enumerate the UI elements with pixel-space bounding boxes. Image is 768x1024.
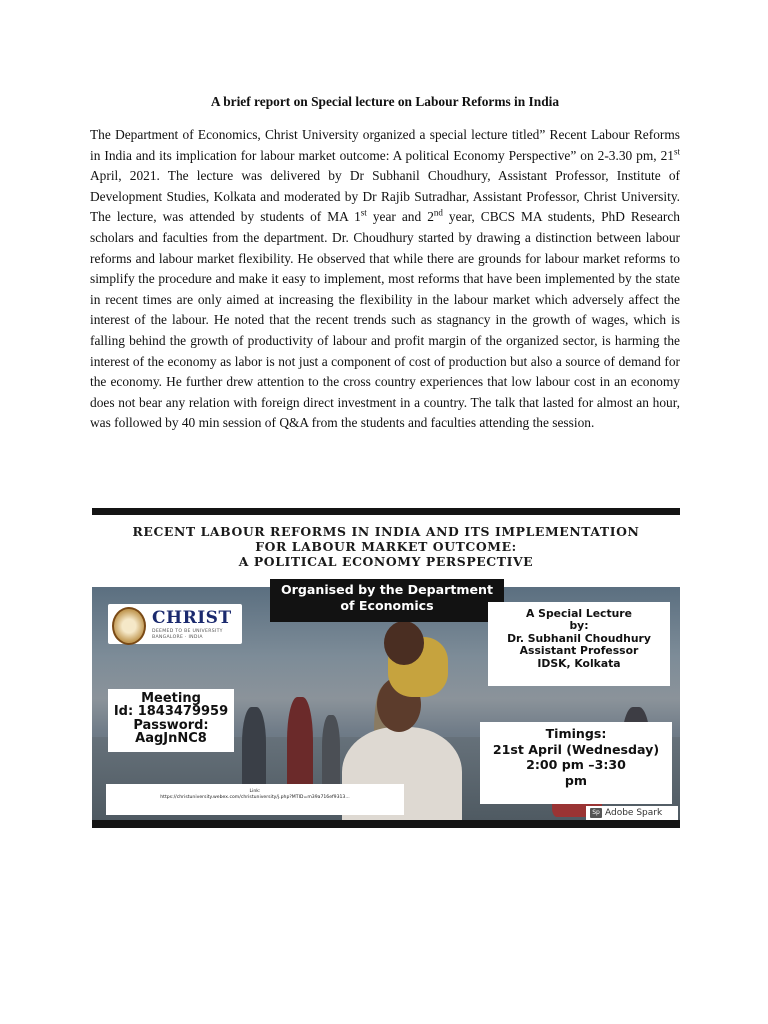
timings-time: 2:00 pm –3:30 xyxy=(526,757,626,773)
headline-line: RECENT LABOUR REFORMS IN INDIA AND ITS IMPLEMENTATION xyxy=(132,524,640,539)
meeting-line: Password: xyxy=(133,717,209,733)
meeting-link[interactable]: https://christuniversity.webex.com/christuniversity/j.php?MTID=m39a716ef9313... xyxy=(160,795,350,800)
university-seal-icon xyxy=(112,607,146,645)
ordinal-suffix: st xyxy=(360,207,367,218)
speaker-line: Dr. Subhanil Choudhury xyxy=(507,631,651,645)
speaker-line: A Special Lecture xyxy=(526,607,632,620)
organiser-banner xyxy=(270,579,504,622)
adobe-spark-icon: Sp xyxy=(590,808,602,818)
ordinal-suffix: nd xyxy=(433,207,443,218)
adobe-spark-badge xyxy=(586,806,678,820)
meeting-link-card xyxy=(106,784,404,815)
logo-subtitle-line: DEEMED TO BE UNIVERSITY xyxy=(152,629,223,634)
timings-date: 21st April (Wednesday) xyxy=(492,741,660,757)
speaker-line: by: xyxy=(569,619,589,633)
meeting-id: Id: 1843479959 xyxy=(113,704,229,720)
report-title: A brief report on Special lecture on Labour Reforms in India xyxy=(210,94,560,109)
speaker-line: Assistant Professor xyxy=(519,644,639,658)
report-text: year, CBCS MA students, PhD Research scholars and faculties from the department. Dr. Choudhury started by drawing a distinction between labour reforms and labour market flexibility. He observed that while there are grounds for labour market reforms to simplify the procedure and make it easy to implement, most reforms that have been implemented by the state in recent times are only aimed at increasing the flexibility in the labour market which adversely affect the interest of the labour. He noted that the recent trends such as stagnancy in the growth of wages, which is falling behind the growth of productivity of labour and profit margin of the organized sector, is harming the interest of the economy as labor is not just a component of cost of production but also a source of demand for the economy. He further drew attention to the cross country experiences that low labour cost in an economy does not bear any relation with foreign direct investment in a country. The talk that lasted for almost an hour, was followed by 40 min session of Q&A from the students and faculties attending the session. xyxy=(90,209,680,431)
headline-line: A POLITICAL ECONOMY PERSPECTIVE xyxy=(238,554,534,569)
link-label: Link: xyxy=(249,789,261,794)
poster-headline xyxy=(92,524,680,569)
meeting-line: Meeting xyxy=(141,691,201,706)
report-body xyxy=(90,125,680,434)
adobe-spark-label: Adobe Spark xyxy=(605,808,663,818)
report-text: April, 2021. The lecture was delivered by Dr Subhanil Choudhury, Assistant Professor, Institute of Development Studies, Kolkata and moderated by Dr Rajib Sutradhar, Assistant Professor, Christ University. The lecture, was attended by students of MA 1 xyxy=(90,168,680,225)
timings-card xyxy=(480,722,672,804)
logo-subtitle-line: BANGALORE · INDIA xyxy=(152,634,203,640)
ordinal-suffix: st xyxy=(673,146,680,157)
crowd-figure xyxy=(322,715,340,795)
meeting-card xyxy=(108,689,234,752)
timings-line: Timings: xyxy=(545,726,607,741)
speaker-line: IDSK, Kolkata xyxy=(537,656,621,670)
meeting-password: AagJnNC8 xyxy=(135,731,207,747)
report-text: year and 2 xyxy=(366,209,434,225)
headline-line: FOR LABOUR MARKET OUTCOME: xyxy=(255,539,517,554)
organiser-line: of Economics xyxy=(340,598,434,613)
logo-name: CHRIST xyxy=(152,608,232,628)
timings-line: pm xyxy=(564,772,588,788)
lecture-poster xyxy=(92,508,680,828)
speaker-card xyxy=(488,602,670,686)
report-text: The Department of Economics, Christ University organized a special lecture titled” Recent Labour Reforms in India and its implication for labour market outcome: A political Economy Perspective” on 2-3.30 pm, 21 xyxy=(90,127,680,163)
child-head xyxy=(384,621,424,665)
organiser-line: Organised by the Department xyxy=(280,582,494,597)
christ-logo xyxy=(108,604,242,644)
logo-subtitle xyxy=(152,629,223,640)
